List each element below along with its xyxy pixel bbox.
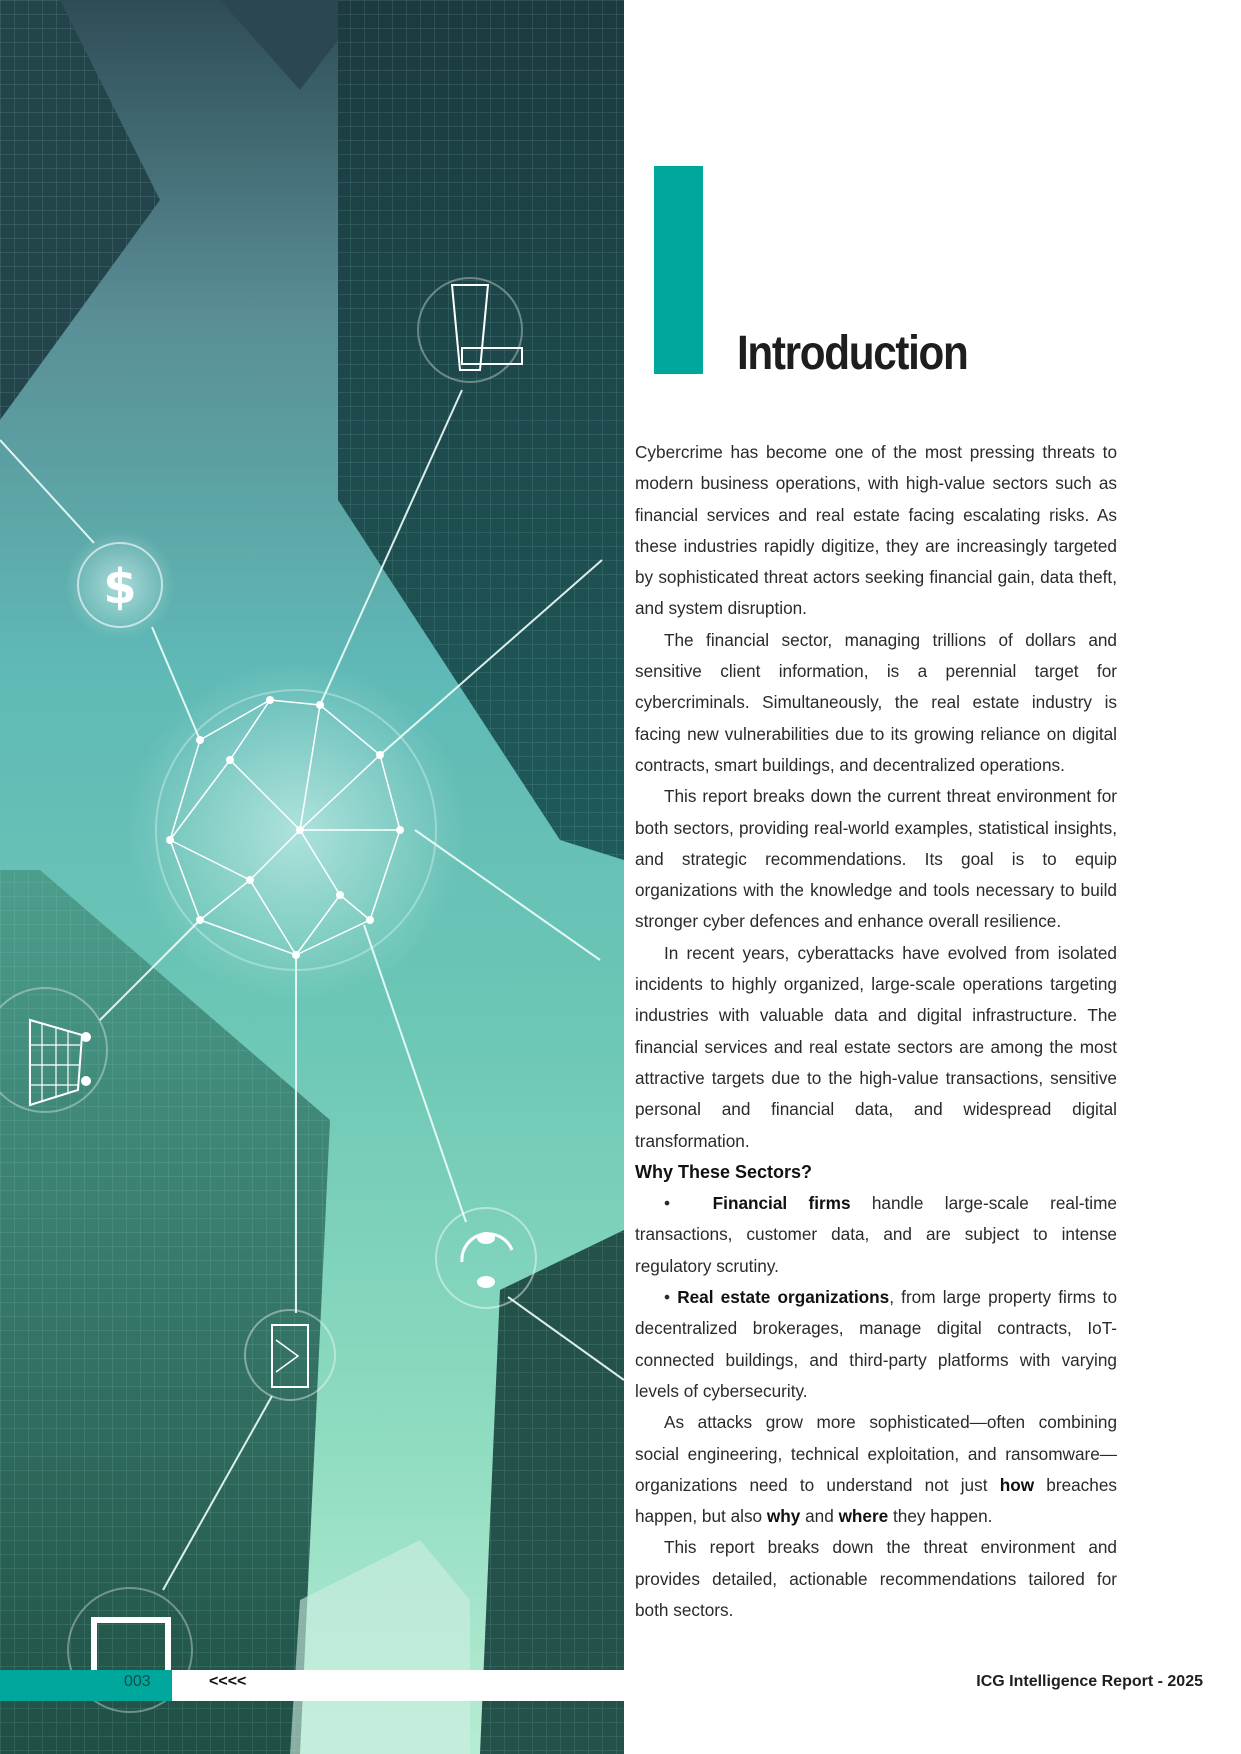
page-number: 003 (124, 1673, 151, 1690)
bullet-real-estate (635, 1282, 1117, 1407)
emphasis-where: where (838, 1506, 889, 1527)
accent-bar (654, 166, 703, 374)
globe-network-icon (126, 660, 466, 1000)
dollar-icon (65, 530, 175, 640)
body-text (635, 437, 1117, 1626)
bullet-text: , from large property firms to decentralized brokerages, manage digital contracts, IoT-connected buildings, and third-party platforms with varying levels of cybersecurity. (635, 1287, 1118, 1401)
emphasis-why: why (766, 1506, 801, 1527)
paragraph-attacks (635, 1407, 1117, 1532)
bullet-marker: • (664, 1193, 671, 1214)
bullet-bold-label: Financial firms (712, 1193, 851, 1214)
bullet-marker: • (664, 1287, 671, 1308)
svg-text:$: $ (103, 559, 137, 615)
text-run: they happen. (888, 1506, 993, 1527)
paragraph-financial-sector: The financial sector, managing trillions of dollars and sensitive client information, is a perennial target for cybercriminals. Simultaneously, the real estate industry is facing new vulnerabilities due to its growing reliance on digital contracts, smart buildings, and decentralized operations. (635, 629, 1117, 775)
bullet-text: handle large-scale real-time transactions, customer data, and are subject to intense regulatory scrutiny. (635, 1193, 1117, 1276)
report-name: ICG Intelligence Report - 2025 (976, 1673, 1203, 1690)
text-run: As attacks grow more sophisticated—often combining social engineering, technical exploitation, and ransomware—organizations need to understand not just (635, 1412, 1117, 1495)
text-run: and (800, 1506, 839, 1527)
paragraph-report-scope: This report breaks down the current threat environment for both sectors, providing real-world examples, statistical insights, and strategic recommendations. Its goal is to equip organizations with the knowledge and tools necessary to build stronger cyber defences and enhance overall resilience. (635, 786, 1117, 932)
previous-page-link[interactable]: <<<< (209, 1673, 247, 1690)
paragraph-intro: Cybercrime has become one of the most pressing threats to modern business operations, with high-value sectors such as financial services and real estate facing escalating risks. As these industries rapidly digitize, they are increasingly targeted by sophisticated threat actors seeking financial gain, data theft, and system disruption. (635, 442, 1117, 619)
paragraph-recent-years: In recent years, cyberattacks have evolved from isolated incidents to highly organized, large-scale operations targeting industries with valuable data and digital infrastructure. The financial services and real estate sectors are among the most attractive targets due to the high-value transactions, sensitive personal and financial data, and widespread digital transformation. (635, 942, 1117, 1151)
emphasis-how: how (999, 1474, 1035, 1495)
page-title: Introduction (737, 327, 968, 380)
subheading-why-sectors: Why These Sectors? (635, 1161, 813, 1182)
text-run: breaches happen, but also (635, 1474, 1117, 1527)
bullet-bold-label: Real estate organizations (677, 1287, 890, 1308)
paragraph-closing: This report breaks down the threat environment and provides detailed, actionable recommendations tailored for both sectors. (635, 1537, 1117, 1620)
bullet-financial-firms (635, 1188, 1117, 1282)
